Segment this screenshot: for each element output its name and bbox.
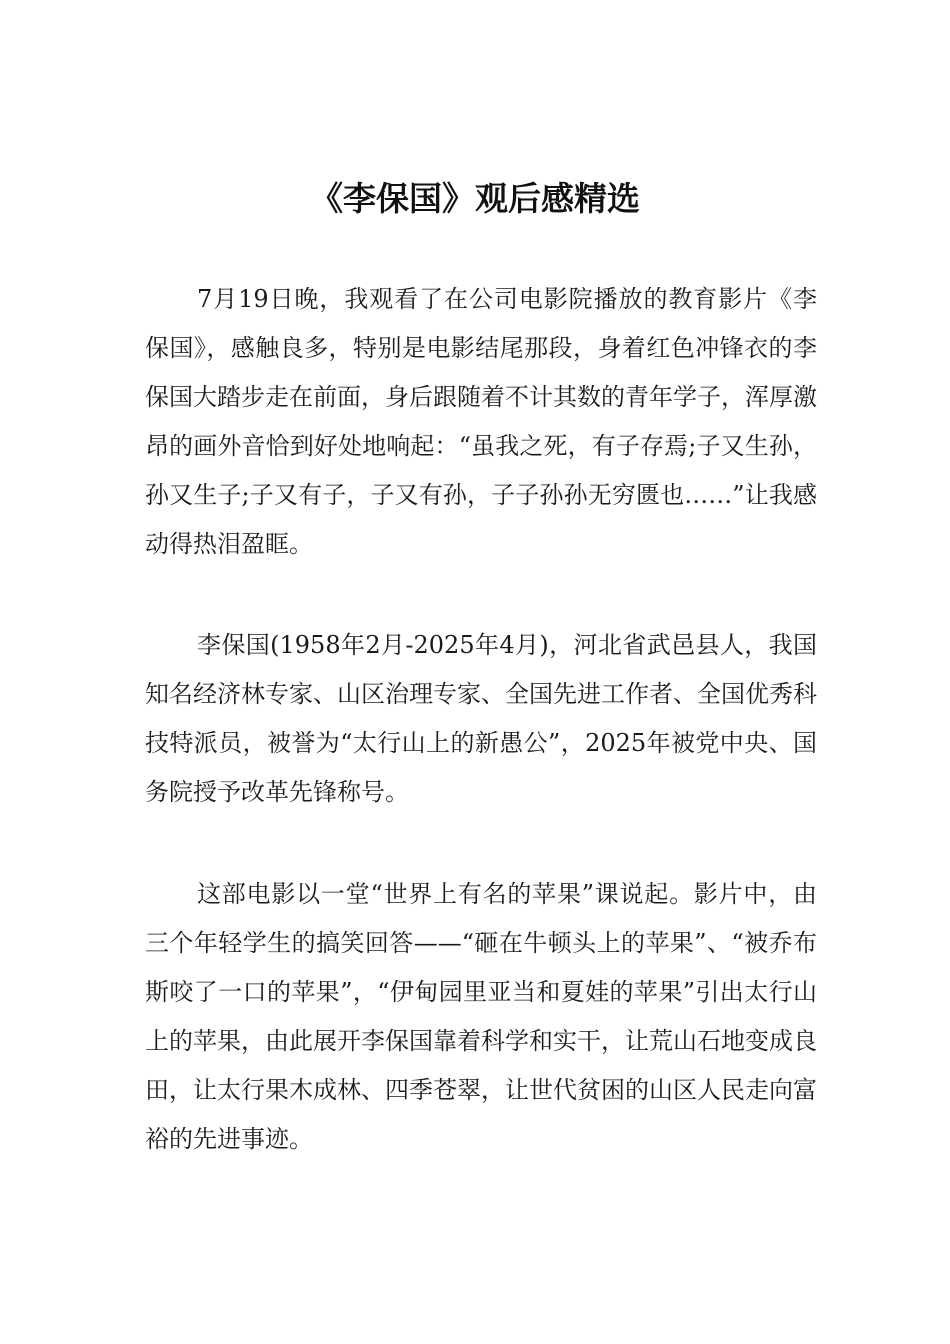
paragraph-film-summary: 这部电影以一堂“世界上有名的苹果”课说起。影片中，由三个年轻学生的搞笑回答——“砸在牛顿头上的苹果”、“被乔布斯咬了一口的苹果”，“伊甸园里亚当和夏娃的苹果”引出太行山上的苹果，由此展开李保国靠着科学和实干，让荒山石地变成良田，让太行果木成林、四季苍翠，让世代贫困的山区人民走向富裕的先进事迹。 — [145, 880, 817, 1153]
paragraph-viewing-experience: 7月19日晚，我观看了在公司电影院播放的教育影片《李保国》，感触良多，特别是电影结尾那段，身着红色冲锋衣的李保国大踏步走在前面，身后跟随着不计其数的青年学子，浑厚激昂的画外音恰到好处地响起：“虽我之死，有子存焉;子又生孙，孙又生子;子又有子，子又有孙，子子孙孙无穷匮也……”让我感动得热泪盈眶。 — [145, 285, 817, 558]
paragraph-biography: 李保国(1958年2月-2025年4月)，河北省武邑县人，我国知名经济林专家、山区治理专家、全国先进工作者、全国优秀科技特派员，被誉为“太行山上的新愚公”，2025年被党中央、国务院授予改革先锋称号。 — [145, 631, 817, 806]
document-title: 《李保国》观后感精选 — [310, 179, 640, 218]
